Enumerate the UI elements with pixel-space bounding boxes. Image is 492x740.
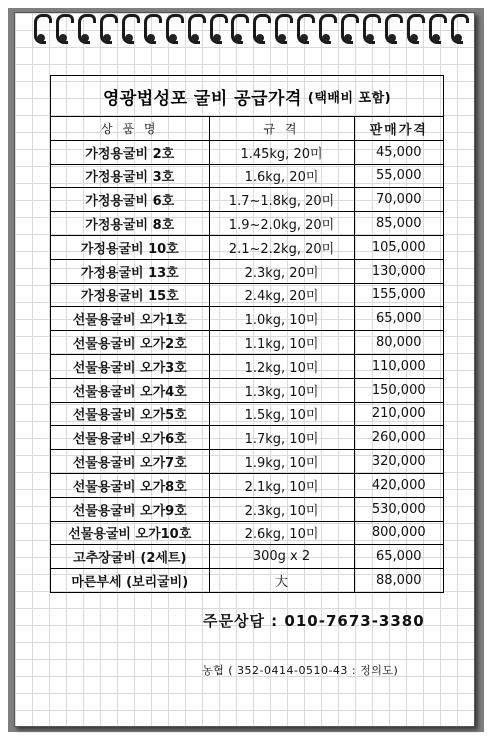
- product-name-cell: 가정용굴비 8호: [51, 212, 209, 236]
- product-name-cell: 선물용굴비 오가8호: [51, 473, 209, 497]
- spec-cell: 2.1~2.2kg, 20미: [209, 235, 354, 259]
- product-name-cell: 선물용굴비 오가9호: [51, 497, 209, 521]
- ring-icon: [166, 14, 179, 44]
- header-price: 판매가격: [354, 117, 443, 140]
- product-name-cell: 가정용굴비 2호: [51, 140, 209, 164]
- header-spec: 규 격: [209, 117, 354, 140]
- product-name-cell: 선물용굴비 오가10호: [51, 521, 209, 545]
- ring-icon: [297, 14, 310, 44]
- ring-icon: [188, 14, 201, 44]
- ring-icon: [210, 14, 223, 44]
- header-product-name: 상 품 명: [51, 117, 209, 140]
- bank-account: 농협 ( 352-0414-0510-43 : 정의도): [202, 664, 399, 677]
- spec-cell: 1.9kg, 10미: [209, 450, 354, 474]
- spec-cell: 2.6kg, 10미: [209, 521, 354, 545]
- spec-cell: 1.0kg, 10미: [209, 307, 354, 331]
- price-cell: 45,000: [354, 140, 443, 164]
- price-cell: 105,000: [354, 235, 443, 259]
- product-name-cell: 마른부세 (보리굴비): [51, 569, 209, 592]
- ring-icon: [100, 14, 113, 44]
- ring-icon: [34, 14, 47, 44]
- price-table-body: [51, 140, 443, 592]
- product-name-cell: 가정용굴비 6호: [51, 188, 209, 212]
- spec-cell: 2.1kg, 10미: [209, 473, 354, 497]
- table-row: [51, 569, 443, 592]
- table-row: [51, 235, 443, 259]
- spec-cell: 2.3kg, 20미: [209, 259, 354, 283]
- spec-cell: 1.7~1.8kg, 20미: [209, 188, 354, 212]
- spec-cell: 300g x 2: [209, 545, 354, 569]
- ring-icon: [385, 14, 398, 44]
- table-row: [51, 545, 443, 569]
- table-row: [51, 331, 443, 355]
- table-row: [51, 402, 443, 426]
- table-row: [51, 378, 443, 402]
- price-cell: 420,000: [354, 473, 443, 497]
- ring-icon: [78, 14, 91, 44]
- price-cell: 65,000: [354, 307, 443, 331]
- ring-icon: [56, 14, 69, 44]
- spiral-binding: [34, 14, 464, 50]
- title-note: (택배비 포함): [307, 90, 392, 106]
- spec-cell: 1.3kg, 10미: [209, 378, 354, 402]
- ring-icon: [253, 14, 266, 44]
- ring-icon: [407, 14, 420, 44]
- table-row: [51, 473, 443, 497]
- product-name-cell: 선물용굴비 오가7호: [51, 450, 209, 474]
- table-row: [51, 307, 443, 331]
- spec-cell: 1.6kg, 20미: [209, 164, 354, 188]
- price-cell: 85,000: [354, 212, 443, 236]
- price-cell: 70,000: [354, 188, 443, 212]
- spec-cell: 2.4kg, 20미: [209, 283, 354, 307]
- price-cell: 130,000: [354, 259, 443, 283]
- price-cell: 800,000: [354, 521, 443, 545]
- table-row: [51, 164, 443, 188]
- spec-cell: 1.9~2.0kg, 20미: [209, 212, 354, 236]
- table-row: [51, 426, 443, 450]
- price-cell: 88,000: [354, 569, 443, 592]
- spec-cell: 1.1kg, 10미: [209, 331, 354, 355]
- price-list-title: [51, 76, 443, 117]
- product-name-cell: 선물용굴비 오가2호: [51, 331, 209, 355]
- product-name-cell: 선물용굴비 오가3호: [51, 354, 209, 378]
- price-cell: 65,000: [354, 545, 443, 569]
- table-row: [51, 354, 443, 378]
- ring-icon: [341, 14, 354, 44]
- ring-icon: [319, 14, 332, 44]
- table-row: [51, 283, 443, 307]
- price-cell: 150,000: [354, 378, 443, 402]
- price-cell: 80,000: [354, 331, 443, 355]
- price-table: [51, 117, 443, 592]
- spec-cell: 1.45kg, 20미: [209, 140, 354, 164]
- spec-cell: 1.2kg, 10미: [209, 354, 354, 378]
- table-row: [51, 140, 443, 164]
- spec-cell: 2.3kg, 10미: [209, 497, 354, 521]
- ring-icon: [275, 14, 288, 44]
- contact-phone: 010-7673-3380: [284, 612, 425, 630]
- table-row: [51, 212, 443, 236]
- spec-cell: 1.7kg, 10미: [209, 426, 354, 450]
- ring-icon: [451, 14, 464, 44]
- price-cell: 320,000: [354, 450, 443, 474]
- ring-icon: [429, 14, 442, 44]
- contact-label: 주문상담 :: [203, 612, 279, 630]
- price-list: [50, 75, 444, 593]
- spec-cell: 大: [209, 569, 354, 592]
- product-name-cell: 가정용굴비 3호: [51, 164, 209, 188]
- price-cell: 530,000: [354, 497, 443, 521]
- table-row: [51, 450, 443, 474]
- product-name-cell: 선물용굴비 오가1호: [51, 307, 209, 331]
- table-row: [51, 497, 443, 521]
- price-cell: 210,000: [354, 402, 443, 426]
- ring-icon: [363, 14, 376, 44]
- ring-icon: [231, 14, 244, 44]
- product-name-cell: 선물용굴비 오가6호: [51, 426, 209, 450]
- product-name-cell: 선물용굴비 오가5호: [51, 402, 209, 426]
- product-name-cell: 선물용굴비 오가4호: [51, 378, 209, 402]
- ring-icon: [122, 14, 135, 44]
- order-contact: [203, 610, 425, 631]
- table-header-row: [51, 117, 443, 140]
- table-row: [51, 521, 443, 545]
- price-cell: 55,000: [354, 164, 443, 188]
- price-cell: 260,000: [354, 426, 443, 450]
- product-name-cell: 가정용굴비 10호: [51, 235, 209, 259]
- table-row: [51, 259, 443, 283]
- product-name-cell: 가정용굴비 13호: [51, 259, 209, 283]
- title-text: 영광법성포 굴비 공급가격: [102, 88, 302, 109]
- spec-cell: 1.5kg, 10미: [209, 402, 354, 426]
- product-name-cell: 가정용굴비 15호: [51, 283, 209, 307]
- product-name-cell: 고추장굴비 (2세트): [51, 545, 209, 569]
- price-cell: 155,000: [354, 283, 443, 307]
- table-row: [51, 188, 443, 212]
- price-cell: 110,000: [354, 354, 443, 378]
- ring-icon: [144, 14, 157, 44]
